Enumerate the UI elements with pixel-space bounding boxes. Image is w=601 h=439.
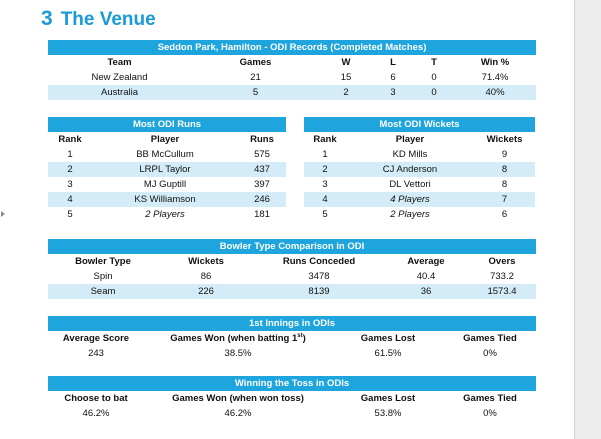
column-header: L (390, 57, 396, 68)
header-text-end: ) (302, 333, 306, 344)
table-cell: 5 (322, 209, 328, 220)
column-header: Wickets (188, 256, 224, 267)
table-cell: Australia (48, 85, 191, 100)
column-header: Choose to bat (64, 393, 128, 404)
table-cell: 0% (483, 408, 497, 419)
table-cell: KD Mills (392, 149, 428, 160)
column-header: Rank (313, 134, 337, 145)
table-cell: BB McCullum (136, 149, 194, 160)
table-row (48, 192, 286, 207)
column-header: Games Lost (360, 333, 416, 344)
table-cell: 733.2 (490, 271, 514, 282)
column-header: Rank (58, 134, 82, 145)
section-number: 3 (41, 7, 53, 30)
table-cell: 21 (250, 72, 261, 83)
most-wickets-table (304, 117, 535, 222)
table-title: 1st Innings in ODIs (48, 316, 536, 331)
table-cell: 226 (158, 284, 254, 299)
column-header: Player (395, 134, 425, 145)
toss-table (48, 376, 536, 421)
table-cell: 0 (431, 72, 437, 83)
section-title: The Venue (60, 9, 156, 30)
table-cell: 575 (254, 149, 270, 160)
table-cell: 38.5% (224, 348, 252, 359)
table-cell: 246 (238, 192, 286, 207)
column-header: Games Lost (360, 393, 416, 404)
table-row (304, 192, 535, 207)
table-cell: 61.5% (374, 348, 402, 359)
table-cell: Seam (48, 284, 158, 299)
table-row (304, 147, 535, 162)
expand-arrow-icon[interactable] (1, 211, 5, 217)
table-cell: 181 (254, 209, 270, 220)
table-cell: 0% (483, 348, 497, 359)
table-row (48, 147, 286, 162)
table-cell: 40% (454, 85, 536, 100)
column-header: Runs (250, 134, 274, 145)
table-title: Seddon Park, Hamilton - ODI Records (Completed Matches) (48, 40, 536, 55)
table-cell: KS Williamson (92, 192, 238, 207)
table-cell: 8 (501, 179, 508, 190)
table-row (48, 177, 286, 192)
table-cell: 5 (67, 209, 73, 220)
table-cell: 46.2% (224, 408, 252, 419)
column-header: Games Tied (463, 333, 517, 344)
venue-records-table (48, 40, 536, 100)
table-cell: 2 Players (390, 209, 430, 220)
column-header: Average (407, 256, 445, 267)
table-cell: 2 (320, 85, 372, 100)
table-title: Bowler Type Comparison in ODI (48, 239, 536, 254)
table-cell: 86 (200, 271, 212, 282)
ordinal-suffix: st (297, 332, 303, 339)
table-cell: 6 (390, 72, 396, 83)
table-cell: 4 Players (346, 192, 474, 207)
table-cell: 5 (191, 85, 320, 100)
column-header: Runs Conceded (282, 256, 356, 267)
table-cell: 9 (501, 149, 508, 160)
table-cell: 3 (372, 85, 414, 100)
table-row (48, 406, 536, 421)
table-cell: DL Vettori (389, 179, 431, 190)
table-row (48, 269, 536, 284)
most-runs-table (48, 117, 286, 222)
table-cell: 71.4% (481, 72, 509, 83)
table-row (48, 162, 286, 177)
column-header (144, 331, 332, 346)
table-cell: 53.8% (374, 408, 402, 419)
table-cell: 46.2% (82, 408, 110, 419)
table-cell: Spin (93, 271, 113, 282)
first-innings-table (48, 316, 536, 361)
table-cell: 1 (322, 149, 328, 160)
table-cell: CJ Anderson (346, 162, 474, 177)
column-header: Bowler Type (75, 256, 131, 267)
table-cell: 1 (67, 149, 73, 160)
table-cell: 2 Players (145, 209, 185, 220)
table-cell: LRPL Taylor (92, 162, 238, 177)
table-cell: 15 (340, 72, 352, 83)
table-cell: 7 (474, 192, 535, 207)
table-cell: 397 (254, 179, 270, 190)
bowler-type-table (48, 239, 536, 299)
table-row (304, 177, 535, 192)
table-cell: MJ Guptill (143, 179, 187, 190)
table-cell: 36 (384, 284, 468, 299)
table-row (48, 284, 536, 299)
column-header: Wickets (486, 134, 523, 145)
table-cell: 3 (67, 179, 73, 190)
table-cell: 2 (304, 162, 346, 177)
column-header: Games Tied (463, 393, 517, 404)
table-cell: New Zealand (91, 72, 148, 83)
table-title: Most ODI Wickets (304, 117, 535, 132)
column-header: Games Won (when won toss) (172, 393, 304, 404)
column-header: Games (239, 57, 272, 68)
table-title: Winning the Toss in ODIs (48, 376, 536, 391)
table-cell: 1573.4 (468, 284, 536, 299)
column-header: W (341, 57, 351, 68)
table-cell: 4 (48, 192, 92, 207)
table-cell: 0 (414, 85, 454, 100)
table-cell: 2 (48, 162, 92, 177)
column-header: T (431, 57, 437, 68)
table-row (304, 162, 535, 177)
table-cell: 3478 (308, 271, 330, 282)
table-row (48, 85, 536, 100)
column-header: Overs (488, 256, 516, 267)
table-cell: 3 (322, 179, 328, 190)
table-cell: 6 (501, 209, 508, 220)
table-cell: 8 (474, 162, 535, 177)
table-title: Most ODI Runs (48, 117, 286, 132)
page-left-margin (0, 0, 12, 439)
page-gutter (574, 0, 601, 439)
table-cell: 40.4 (416, 271, 436, 282)
table-cell: 437 (238, 162, 286, 177)
header-text: Games Won (when batting 1 (170, 333, 298, 344)
column-header: Average Score (62, 333, 130, 344)
column-header: Team (107, 57, 132, 68)
table-cell: 8139 (254, 284, 384, 299)
column-header: Win % (480, 57, 510, 68)
table-cell: 4 (304, 192, 346, 207)
table-row (48, 70, 536, 85)
table-cell: 243 (88, 348, 104, 359)
table-row (48, 346, 536, 361)
table-row (304, 207, 535, 222)
column-header: Player (150, 134, 180, 145)
table-row (48, 207, 286, 222)
section-heading (41, 7, 156, 31)
